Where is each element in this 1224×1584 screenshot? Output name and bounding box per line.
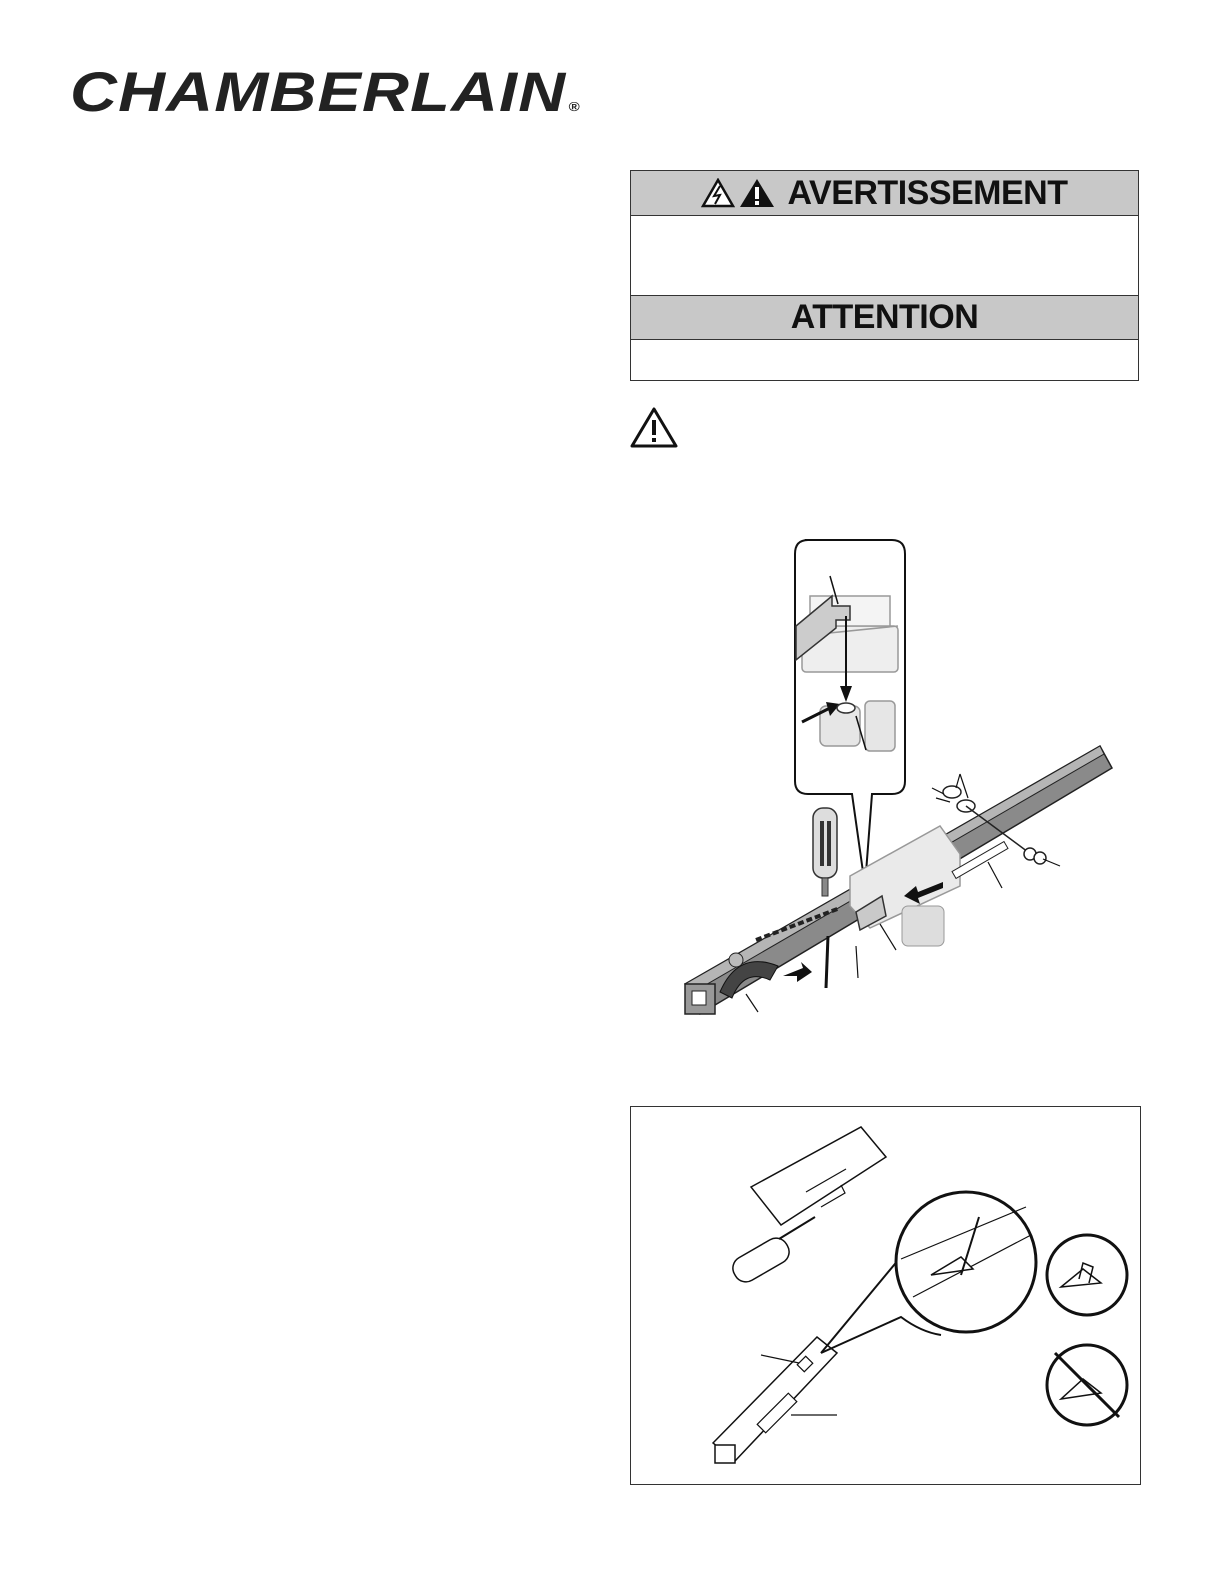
electric-shock-warning-icon <box>701 178 735 208</box>
logo-wordmark: CHAMBERLAIN <box>70 60 567 123</box>
rail-tab-inspection-figure <box>630 1106 1141 1485</box>
caution-header <box>631 295 1138 340</box>
warning-icon <box>739 178 775 208</box>
rail-assembly-illustration <box>660 536 1120 1026</box>
caution-body <box>631 340 1138 380</box>
warning-body <box>631 216 1138 295</box>
screwdriver-handle-icon <box>729 1234 794 1287</box>
screwdriver-icon <box>813 808 837 878</box>
registered-mark: ® <box>568 99 581 114</box>
warning-header <box>631 171 1138 216</box>
chamberlain-logo <box>70 60 581 123</box>
rail-tab-inspection-illustration <box>631 1107 1139 1483</box>
warning-title: AVERTISSEMENT <box>787 173 1068 212</box>
caution-title: ATTENTION <box>790 298 979 336</box>
warning-panel <box>630 170 1139 381</box>
caution-triangle-icon <box>630 406 678 448</box>
